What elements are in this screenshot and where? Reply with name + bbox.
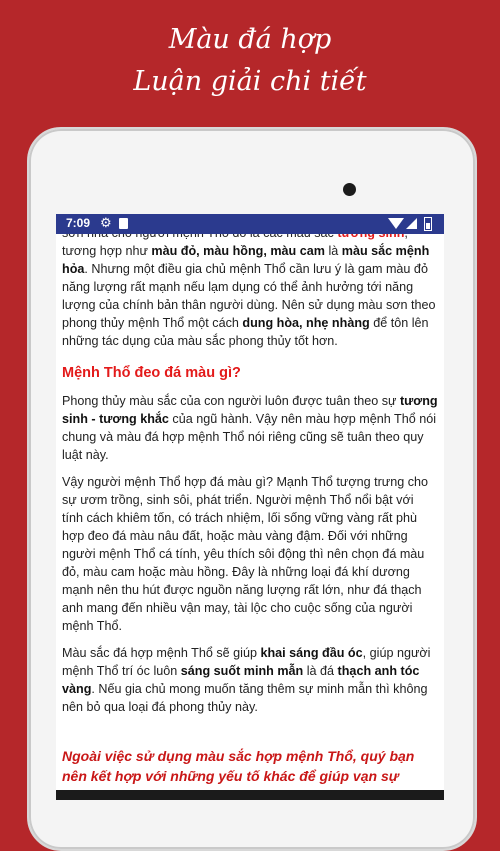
bold-text: tương sinh - tương khắc bbox=[62, 394, 438, 426]
camera-icon bbox=[343, 183, 356, 196]
bold-text: màu đỏ, màu hồng, màu cam bbox=[151, 244, 325, 258]
text: , giúp người mệnh Thổ trí óc luôn bbox=[62, 646, 431, 678]
section-heading: Mệnh Thổ đeo đá màu gì? bbox=[62, 365, 241, 381]
text: Màu sắc đá hợp mệnh Thổ sẽ giúp bbox=[62, 646, 261, 660]
text: để tôn lên những tác dụng của màu sắc phong thủy tốt hơn. bbox=[62, 316, 429, 348]
wifi-icon bbox=[388, 218, 404, 229]
bold-text: màu sắc mệnh hỏa bbox=[62, 244, 430, 276]
text: . Nhưng một điều gia chủ mệnh Thổ cần lưu ý là gam màu đỏ năng lượng rất mạnh nếu lạm dụng có thể ảnh hưởng tới năng lượng của chính bản thân người dùng. Nên sử dụng màu sơn theo phong thủy mệnh Thổ một cách bbox=[62, 262, 436, 330]
promo-title: Màu đá hợp bbox=[168, 24, 332, 55]
bold-text: dung hòa, nhẹ nhàng bbox=[242, 316, 370, 330]
bold-text: khai sáng đầu óc bbox=[260, 646, 363, 660]
article-paragraph-3: Vậy người mệnh Thổ hợp đá màu gì? Mạnh Thổ tượng trưng cho sự ươm trồng, sinh sôi, phát triển. Người mệnh Thổ nổi bật với tính cách khiêm tốn, có trách nhiệm, lối sống vững vàng rất phù hợp đeo đá màu nâu đất, hoặc màu vàng đậm. Đối với những người mệnh Thổ cá tính, yêu thích sôi động thì nên chọn đá màu đỏ, màu cam hoặc màu hồng. Đây là những loại đá khí dương mạnh nên thu hút được nguồn năng lượng rất lớn, như đá thạch anh mang đến nhiều vận may, tài lộc cho cuộc sống của người mệnh Thổ. bbox=[62, 475, 429, 633]
device-screen bbox=[56, 214, 444, 800]
status-bar bbox=[56, 214, 444, 234]
text: của ngũ hành. Vậy nên màu hợp mệnh Thổ nói chung và màu đá hợp mệnh Thổ nói riêng cũng sẽ tuân theo quy luật này. bbox=[62, 412, 437, 462]
text: tương hợp như bbox=[62, 244, 148, 258]
text: là đá bbox=[303, 664, 338, 678]
bottom-media-strip bbox=[56, 790, 444, 800]
text: là bbox=[324, 244, 342, 258]
bold-text: thạch anh tóc vàng bbox=[62, 664, 420, 696]
article-paragraph-2 bbox=[62, 392, 438, 464]
text: . Nếu gia chủ mong muốn tăng thêm sự minh mẫn thì không nên bỏ qua loại đá phong thủy này. bbox=[62, 682, 428, 714]
status-time: 7:09 bbox=[66, 216, 91, 230]
gear-icon: ⚙ bbox=[100, 215, 112, 230]
article-content[interactable] bbox=[56, 224, 444, 800]
text: Phong thủy màu sắc của con người luôn được tuân theo sự bbox=[62, 394, 400, 408]
signal-icon bbox=[406, 218, 417, 229]
bold-text: sáng suốt minh mẫn bbox=[180, 664, 304, 678]
article-paragraph-4 bbox=[62, 644, 438, 716]
battery-icon bbox=[424, 217, 432, 231]
article-paragraph-1 bbox=[62, 224, 438, 350]
sd-card-icon bbox=[119, 218, 128, 229]
highlight-paragraph: Ngoài việc sử dụng màu sắc hợp mệnh Thổ, quý bạn nên kết hợp với những yếu tố khác để giúp vạn sự bbox=[62, 748, 415, 784]
promo-subtitle: Luận giải chi tiết bbox=[133, 66, 367, 97]
